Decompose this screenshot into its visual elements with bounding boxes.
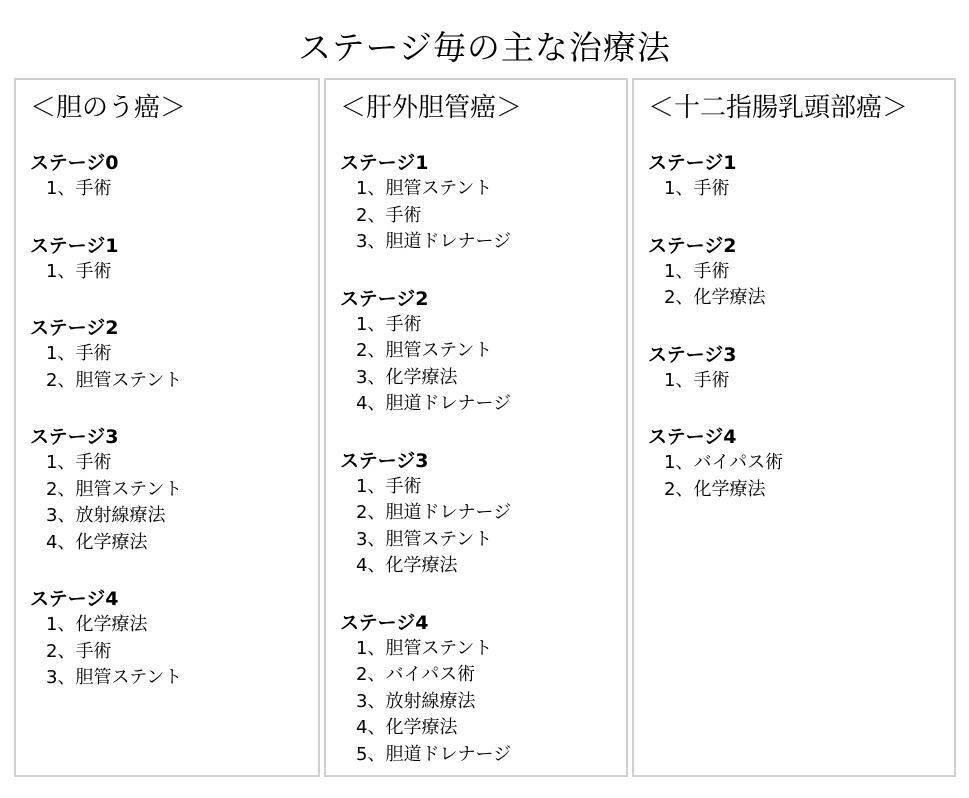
treatment-item: 4、化学療法 xyxy=(356,717,458,738)
stage-block xyxy=(30,315,314,394)
treatment-list xyxy=(30,176,314,203)
treatment-item: 2、化学療法 xyxy=(664,287,766,308)
treatment-item: 3、胆管ステント xyxy=(46,667,183,688)
treatment-item: 1、手術 xyxy=(46,178,112,199)
treatment-item: 3、胆管ステント xyxy=(356,528,493,550)
stage-title: ステージ3 xyxy=(648,343,737,366)
stage-block xyxy=(30,150,314,203)
stage-block xyxy=(648,424,950,503)
stage-block xyxy=(648,233,950,312)
panel-heading: ＜胆のう癌＞ xyxy=(30,93,187,123)
treatment-item: 1、手術 xyxy=(46,343,112,364)
treatment-list xyxy=(340,474,622,580)
stage-title: ステージ3 xyxy=(30,426,119,448)
treatment-item: 3、化学療法 xyxy=(356,366,458,388)
treatment-item: 2、胆管ステント xyxy=(46,478,183,500)
treatment-item: 4、胆道ドレナージ xyxy=(356,393,512,414)
stage-block xyxy=(648,150,950,203)
treatment-item: 1、化学療法 xyxy=(46,614,148,635)
page-title: ステージ毎の主な治療法 xyxy=(298,28,671,68)
treatment-item: 1、バイパス術 xyxy=(664,452,784,473)
treatment-list xyxy=(340,176,622,256)
panel-heading: ＜肝外胆管癌＞ xyxy=(340,93,523,123)
treatment-item: 2、胆管ステント xyxy=(356,340,493,361)
panel-ampullary-cancer xyxy=(632,78,956,777)
treatment-item: 5、胆道ドレナージ xyxy=(356,743,512,765)
treatment-list xyxy=(340,636,622,769)
stage-block xyxy=(30,586,314,692)
treatment-item: 2、胆管ステント xyxy=(46,369,183,391)
panel-heading: ＜十二指腸乳頭部癌＞ xyxy=(648,93,909,123)
treatment-item: 1、手術 xyxy=(664,178,730,199)
stage-block xyxy=(340,286,622,418)
treatment-item: 1、手術 xyxy=(46,260,112,282)
treatment-item: 1、胆管ステント xyxy=(356,637,493,659)
treatment-list xyxy=(648,259,950,312)
stage-block xyxy=(340,448,622,580)
treatment-list xyxy=(648,368,950,395)
panel-extrahepatic-bile-duct-cancer xyxy=(324,78,628,777)
treatment-item: 1、手術 xyxy=(664,369,730,391)
stage-title: ステージ2 xyxy=(30,317,119,339)
treatment-list xyxy=(340,312,622,418)
treatment-item: 3、放射線療法 xyxy=(356,690,476,712)
treatment-item: 3、胆道ドレナージ xyxy=(356,231,512,252)
treatment-item: 2、手術 xyxy=(356,204,422,226)
stage-title: ステージ3 xyxy=(340,449,429,472)
stage-list xyxy=(30,150,314,722)
treatment-item: 1、手術 xyxy=(356,475,422,497)
treatment-list xyxy=(30,259,314,286)
treatment-item: 2、手術 xyxy=(46,640,112,662)
stage-block xyxy=(30,233,314,286)
stage-title: ステージ0 xyxy=(30,152,119,174)
stage-title: ステージ4 xyxy=(340,611,429,634)
treatment-list xyxy=(648,450,950,503)
treatment-item: 1、手術 xyxy=(46,452,112,473)
stage-title: ステージ4 xyxy=(30,588,119,610)
stage-title: ステージ4 xyxy=(648,426,737,448)
stage-title: ステージ1 xyxy=(340,152,429,174)
stage-title: ステージ2 xyxy=(648,234,737,257)
treatment-list xyxy=(30,612,314,692)
panel-gallbladder-cancer xyxy=(14,78,320,777)
treatment-list xyxy=(30,450,314,556)
stage-title: ステージ1 xyxy=(30,234,119,257)
stage-block xyxy=(340,150,622,256)
stage-title: ステージ1 xyxy=(648,152,737,174)
treatment-item: 1、手術 xyxy=(664,260,730,282)
treatment-item: 2、バイパス術 xyxy=(356,664,476,685)
treatment-item: 4、化学療法 xyxy=(356,555,458,576)
treatment-list xyxy=(648,176,950,203)
treatment-item: 1、胆管ステント xyxy=(356,178,493,199)
stage-block xyxy=(340,610,622,769)
treatment-item: 3、放射線療法 xyxy=(46,505,166,526)
stage-list xyxy=(648,150,950,533)
treatment-item: 2、化学療法 xyxy=(664,478,766,500)
treatment-list xyxy=(30,341,314,394)
stage-block xyxy=(30,424,314,556)
stage-title: ステージ2 xyxy=(340,287,429,310)
treatment-item: 4、化学療法 xyxy=(46,531,148,553)
treatment-item: 2、胆道ドレナージ xyxy=(356,502,512,523)
treatment-item: 1、手術 xyxy=(356,313,422,335)
stage-list xyxy=(340,150,622,798)
stage-block xyxy=(648,342,950,395)
